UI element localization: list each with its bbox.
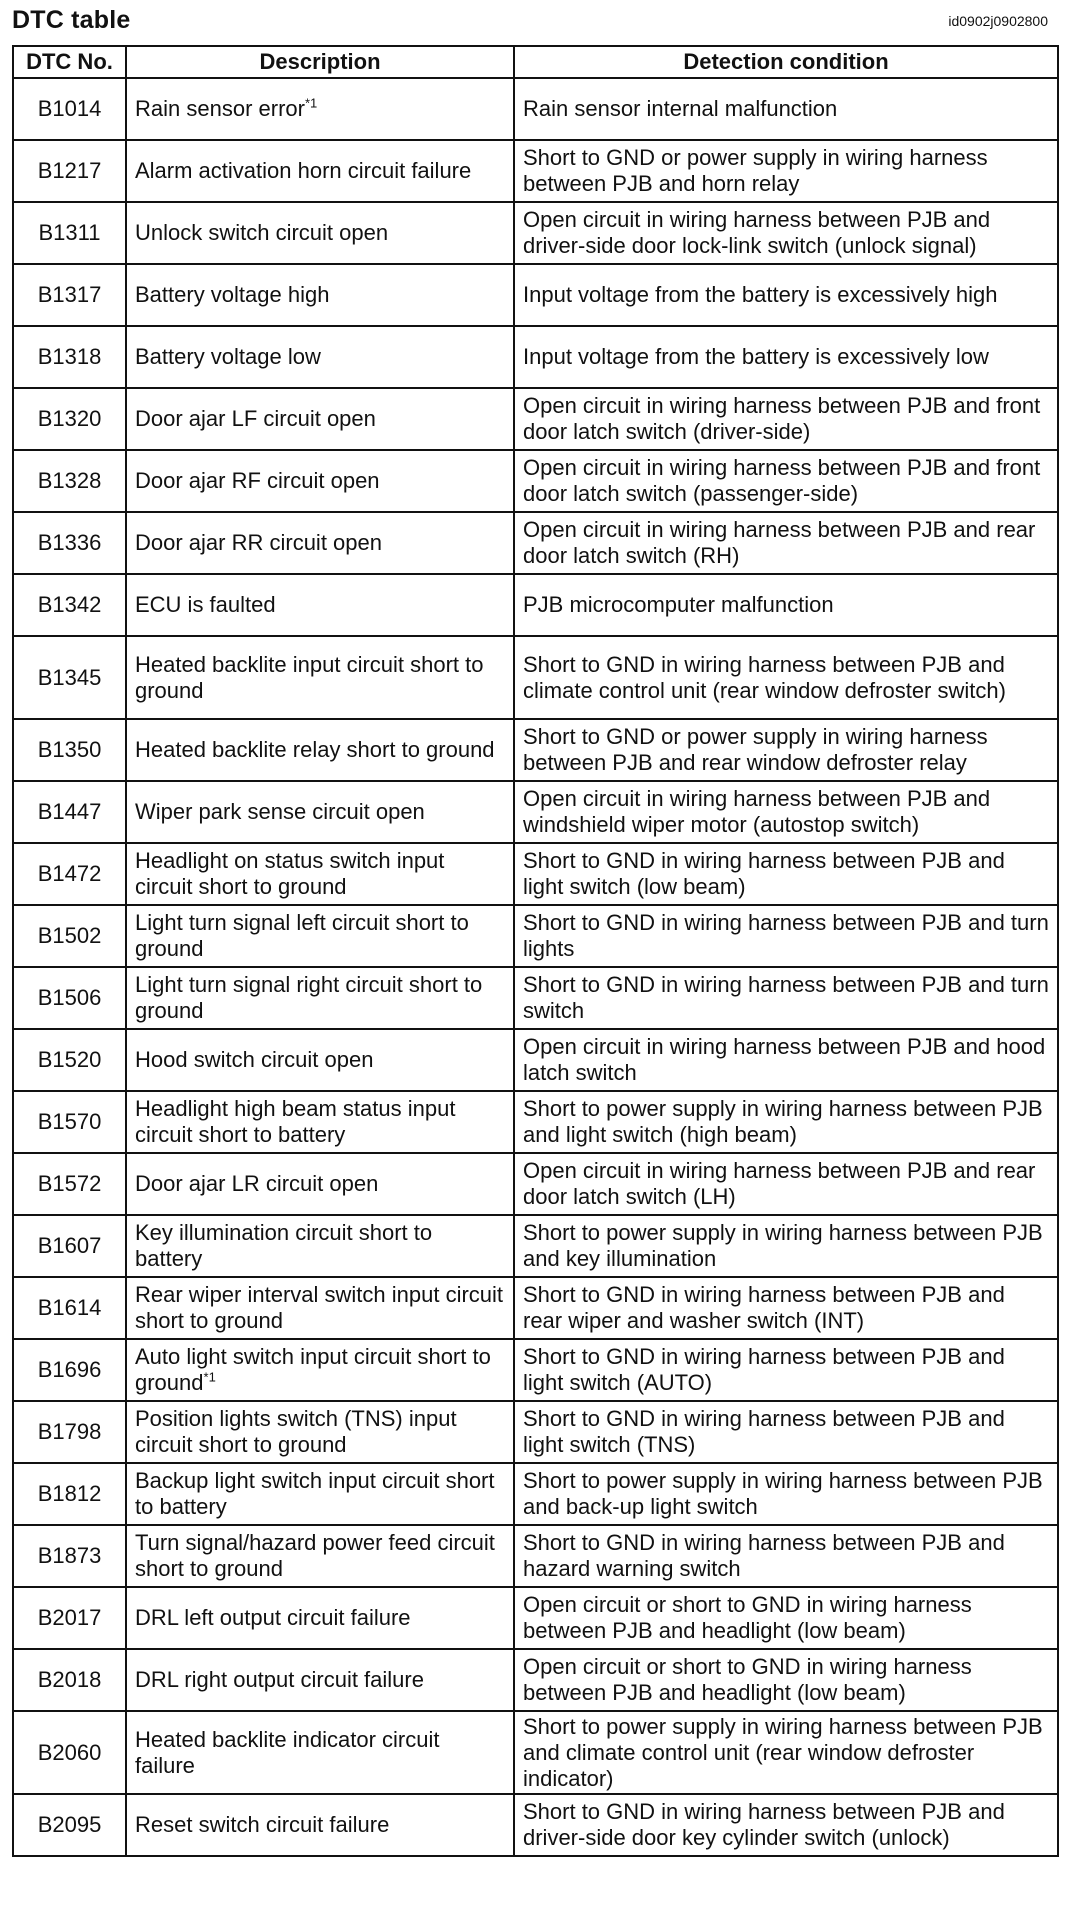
- table-row: [13, 512, 1058, 574]
- table-row: [13, 781, 1058, 843]
- detection-condition-cell: Short to GND or power supply in wiring harness between PJB and rear window defroster relay: [514, 719, 1058, 781]
- detection-condition-cell: Short to GND in wiring harness between PJB and hazard warning switch: [514, 1525, 1058, 1587]
- dtc-code-cell: B1812: [13, 1463, 126, 1525]
- dtc-table: [12, 45, 1059, 1857]
- description-cell: [126, 574, 514, 636]
- dtc-code-cell: B1570: [13, 1091, 126, 1153]
- description-text: Position lights switch (TNS) input circuit short to ground: [135, 1406, 457, 1457]
- detection-condition-cell: Open circuit in wiring harness between PJB and windshield wiper motor (autostop switch): [514, 781, 1058, 843]
- dtc-code-cell: B1320: [13, 388, 126, 450]
- dtc-code-cell: B1798: [13, 1401, 126, 1463]
- description-text: Door ajar RR circuit open: [135, 530, 382, 555]
- dtc-code-cell: B1328: [13, 450, 126, 512]
- detection-condition-cell: Open circuit or short to GND in wiring harness between PJB and headlight (low beam): [514, 1587, 1058, 1649]
- table-row: [13, 326, 1058, 388]
- dtc-code-cell: B1607: [13, 1215, 126, 1277]
- table-header: [13, 46, 1058, 78]
- detection-condition-cell: Open circuit in wiring harness between PJB and driver-side door lock-link switch (unlock signal): [514, 202, 1058, 264]
- header-description: Description: [126, 46, 514, 78]
- description-cell: [126, 512, 514, 574]
- description-cell: [126, 140, 514, 202]
- detection-condition-cell: Short to GND or power supply in wiring harness between PJB and horn relay: [514, 140, 1058, 202]
- description-cell: [126, 1339, 514, 1401]
- description-text: DRL right output circuit failure: [135, 1667, 424, 1692]
- detection-condition-cell: Short to GND in wiring harness between PJB and light switch (low beam): [514, 843, 1058, 905]
- description-cell: [126, 843, 514, 905]
- description-cell: [126, 388, 514, 450]
- detection-condition-cell: Open circuit in wiring harness between PJB and front door latch switch (driver-side): [514, 388, 1058, 450]
- detection-condition-cell: Short to power supply in wiring harness between PJB and key illumination: [514, 1215, 1058, 1277]
- table-row: [13, 574, 1058, 636]
- detection-condition-cell: Rain sensor internal malfunction: [514, 78, 1058, 140]
- footnote-marker: *1: [304, 95, 318, 111]
- description-text: Unlock switch circuit open: [135, 220, 389, 245]
- description-cell: [126, 1029, 514, 1091]
- description-cell: [126, 967, 514, 1029]
- description-cell: [126, 1091, 514, 1153]
- detection-condition-cell: Input voltage from the battery is excessively high: [514, 264, 1058, 326]
- description-cell: [126, 1525, 514, 1587]
- table-row: [13, 905, 1058, 967]
- description-cell: [126, 636, 514, 719]
- description-text: Rear wiper interval switch input circuit short to ground: [135, 1282, 504, 1333]
- detection-condition-cell: Short to power supply in wiring harness between PJB and back-up light switch: [514, 1463, 1058, 1525]
- description-text: Heated backlite indicator circuit failure: [135, 1726, 440, 1778]
- table-row: [13, 1587, 1058, 1649]
- description-text: Battery voltage low: [135, 344, 321, 369]
- detection-condition-cell: Short to GND in wiring harness between PJB and driver-side door key cylinder switch (unlock): [514, 1794, 1058, 1856]
- description-text: Heated backlite relay short to ground: [135, 737, 495, 762]
- table-body: [13, 78, 1058, 1856]
- dtc-code-cell: B1014: [13, 78, 126, 140]
- description-cell: [126, 781, 514, 843]
- description-cell: [126, 202, 514, 264]
- dtc-code-cell: B2060: [13, 1711, 126, 1794]
- description-text: Light turn signal right circuit short to ground: [135, 972, 483, 1023]
- table-row: [13, 1091, 1058, 1153]
- table-row: [13, 1215, 1058, 1277]
- table-row: [13, 1711, 1058, 1794]
- detection-condition-cell: Short to GND in wiring harness between PJB and light switch (AUTO): [514, 1339, 1058, 1401]
- dtc-code-cell: B1311: [13, 202, 126, 264]
- description-text: Light turn signal left circuit short to ground: [135, 910, 469, 961]
- dtc-code-cell: B1317: [13, 264, 126, 326]
- description-cell: [126, 1794, 514, 1856]
- description-text: Rain sensor error: [135, 96, 305, 121]
- description-cell: [126, 450, 514, 512]
- dtc-code-cell: B1520: [13, 1029, 126, 1091]
- description-cell: [126, 1277, 514, 1339]
- description-text: Reset switch circuit failure: [135, 1812, 390, 1837]
- detection-condition-cell: Short to GND in wiring harness between PJB and turn switch: [514, 967, 1058, 1029]
- description-text: Hood switch circuit open: [135, 1047, 374, 1072]
- table-row: [13, 388, 1058, 450]
- description-cell: [126, 1153, 514, 1215]
- dtc-code-cell: B1350: [13, 719, 126, 781]
- detection-condition-cell: Short to power supply in wiring harness between PJB and light switch (high beam): [514, 1091, 1058, 1153]
- dtc-code-cell: B1873: [13, 1525, 126, 1587]
- detection-condition-cell: Short to power supply in wiring harness between PJB and climate control unit (rear window defroster indicator): [514, 1711, 1058, 1794]
- table-row: [13, 843, 1058, 905]
- dtc-code-cell: B1572: [13, 1153, 126, 1215]
- table-row: [13, 1463, 1058, 1525]
- description-text: Door ajar RF circuit open: [135, 468, 380, 493]
- detection-condition-cell: Short to GND in wiring harness between PJB and rear wiper and washer switch (INT): [514, 1277, 1058, 1339]
- description-text: Headlight high beam status input circuit short to battery: [135, 1096, 456, 1147]
- description-cell: [126, 1215, 514, 1277]
- dtc-code-cell: B1318: [13, 326, 126, 388]
- detection-condition-cell: Open circuit in wiring harness between PJB and rear door latch switch (LH): [514, 1153, 1058, 1215]
- header-row: [13, 46, 1058, 78]
- dtc-code-cell: B1345: [13, 636, 126, 719]
- detection-condition-cell: Input voltage from the battery is excessively low: [514, 326, 1058, 388]
- header-detection-condition: Detection condition: [514, 46, 1058, 78]
- table-row: [13, 1525, 1058, 1587]
- table-row: [13, 1794, 1058, 1856]
- table-row: [13, 1401, 1058, 1463]
- description-text: Battery voltage high: [135, 282, 330, 307]
- table-row: [13, 1277, 1058, 1339]
- table-row: [13, 264, 1058, 326]
- description-cell: [126, 719, 514, 781]
- footnote-marker: *1: [203, 1369, 216, 1385]
- description-text: Heated backlite input circuit short to ground: [135, 651, 484, 703]
- detection-condition-cell: Open circuit or short to GND in wiring harness between PJB and headlight (low beam): [514, 1649, 1058, 1711]
- description-cell: [126, 905, 514, 967]
- dtc-code-cell: B1217: [13, 140, 126, 202]
- description-cell: [126, 1401, 514, 1463]
- description-text: Turn signal/hazard power feed circuit short to ground: [135, 1530, 495, 1581]
- description-cell: [126, 326, 514, 388]
- dtc-code-cell: B1696: [13, 1339, 126, 1401]
- description-text: Alarm activation horn circuit failure: [135, 158, 472, 183]
- dtc-code-cell: B1336: [13, 512, 126, 574]
- detection-condition-cell: Open circuit in wiring harness between PJB and front door latch switch (passenger-side): [514, 450, 1058, 512]
- description-text: Door ajar LF circuit open: [135, 406, 376, 431]
- table-row: [13, 719, 1058, 781]
- page-title: DTC table: [12, 6, 131, 34]
- description-cell: [126, 1711, 514, 1794]
- detection-condition-cell: Open circuit in wiring harness between PJB and rear door latch switch (RH): [514, 512, 1058, 574]
- table-row: [13, 967, 1058, 1029]
- dtc-code-cell: B1447: [13, 781, 126, 843]
- description-cell: [126, 1649, 514, 1711]
- table-row: [13, 140, 1058, 202]
- description-cell: [126, 264, 514, 326]
- description-text: Backup light switch input circuit short to battery: [135, 1468, 495, 1519]
- description-text: Auto light switch input circuit short to ground: [135, 1344, 491, 1395]
- description-text: Headlight on status switch input circuit short to ground: [135, 848, 445, 899]
- table-row: [13, 450, 1058, 512]
- description-cell: [126, 78, 514, 140]
- description-text: Door ajar LR circuit open: [135, 1171, 379, 1196]
- table-row: [13, 1029, 1058, 1091]
- description-cell: [126, 1587, 514, 1649]
- dtc-code-cell: B1614: [13, 1277, 126, 1339]
- description-cell: [126, 1463, 514, 1525]
- detection-condition-cell: Open circuit in wiring harness between PJB and hood latch switch: [514, 1029, 1058, 1091]
- table-row: [13, 1649, 1058, 1711]
- table-row: [13, 1339, 1058, 1401]
- table-row: [13, 202, 1058, 264]
- table-row: [13, 1153, 1058, 1215]
- dtc-code-cell: B1506: [13, 967, 126, 1029]
- detection-condition-cell: Short to GND in wiring harness between PJB and light switch (TNS): [514, 1401, 1058, 1463]
- detection-condition-cell: PJB microcomputer malfunction: [514, 574, 1058, 636]
- description-text: Key illumination circuit short to battery: [135, 1220, 433, 1271]
- document-id: id0902j0902800: [948, 13, 1048, 29]
- dtc-code-cell: B2095: [13, 1794, 126, 1856]
- dtc-code-cell: B2018: [13, 1649, 126, 1711]
- detection-condition-cell: Short to GND in wiring harness between PJB and turn lights: [514, 905, 1058, 967]
- header-dtc-no: DTC No.: [13, 46, 126, 78]
- dtc-code-cell: B1472: [13, 843, 126, 905]
- description-text: Wiper park sense circuit open: [135, 799, 425, 824]
- table-row: [13, 78, 1058, 140]
- description-text: DRL left output circuit failure: [135, 1605, 411, 1630]
- description-text: ECU is faulted: [135, 592, 276, 617]
- table-row: [13, 636, 1058, 719]
- dtc-code-cell: B2017: [13, 1587, 126, 1649]
- detection-condition-cell: Short to GND in wiring harness between PJB and climate control unit (rear window defroster switch): [514, 636, 1058, 719]
- dtc-code-cell: B1502: [13, 905, 126, 967]
- dtc-code-cell: B1342: [13, 574, 126, 636]
